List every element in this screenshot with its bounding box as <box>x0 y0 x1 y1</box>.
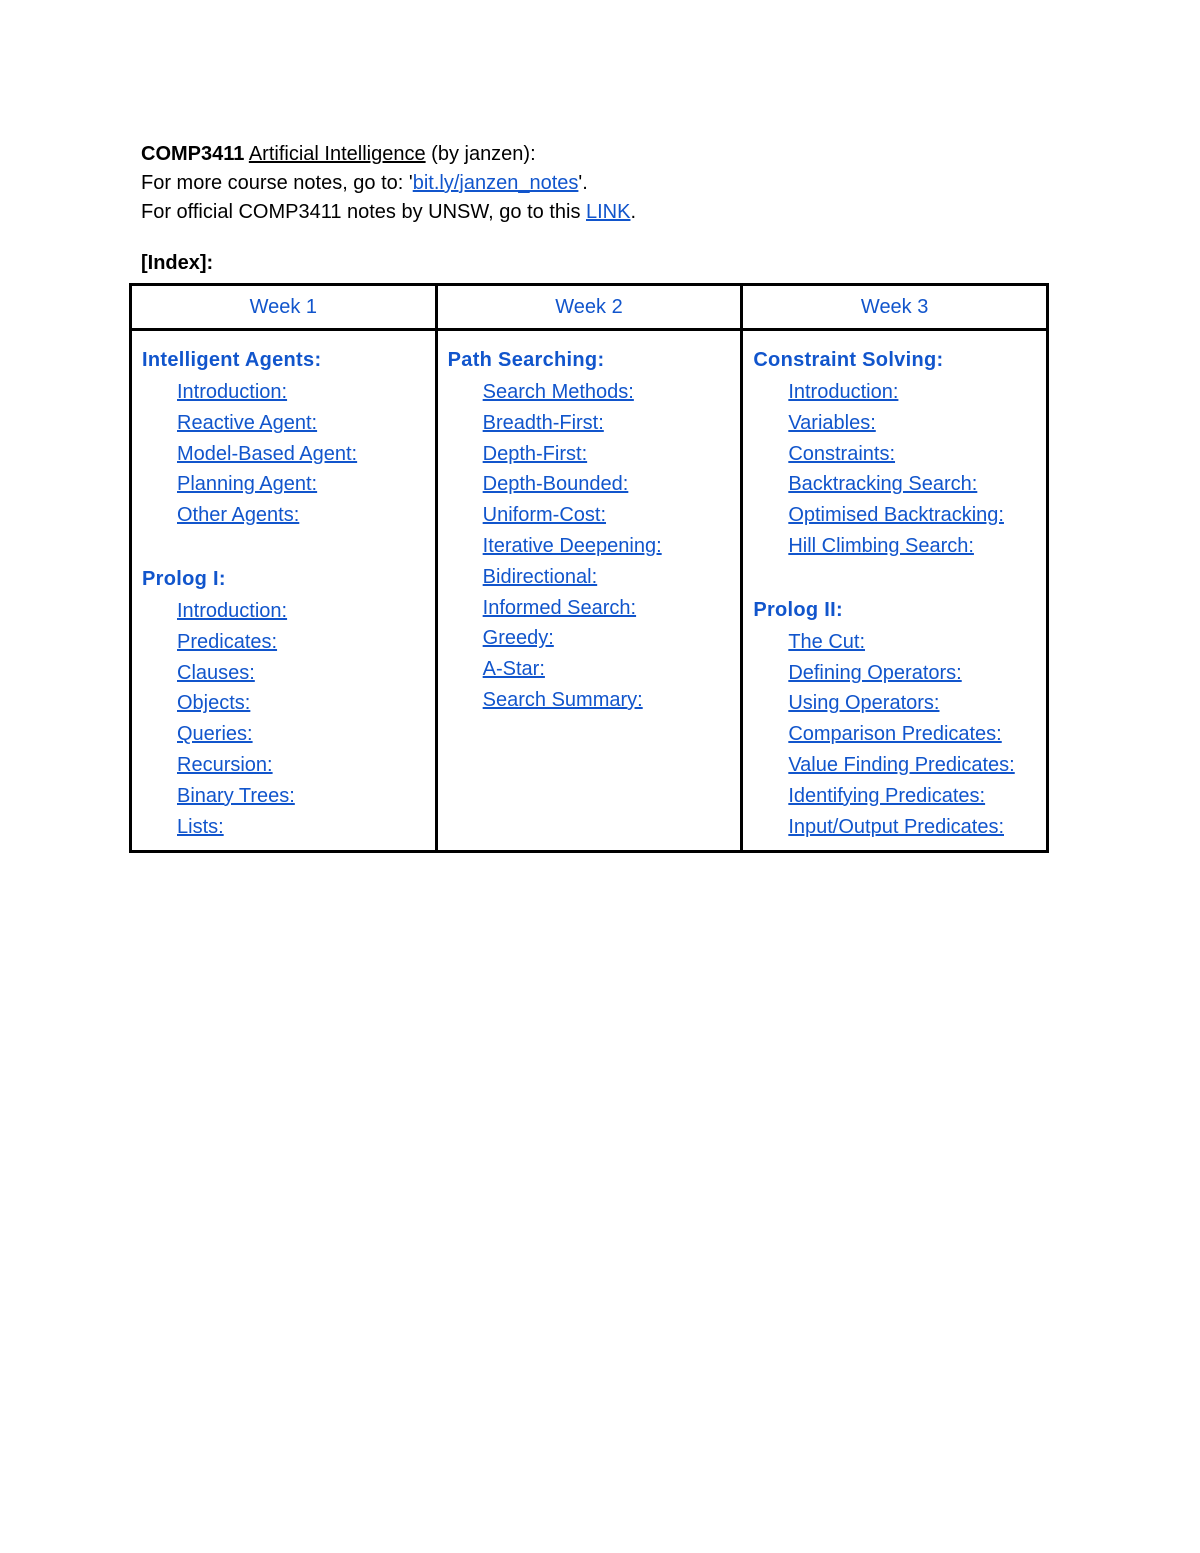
topic-list-item <box>177 596 435 627</box>
section-title: Path Searching: <box>447 349 605 371</box>
topic-link-a-star[interactable]: A-Star: <box>482 658 545 681</box>
course-code: COMP3411 <box>141 143 245 165</box>
topic-list-item <box>177 408 435 439</box>
course-name: Artificial Intelligence <box>248 143 426 165</box>
topic-link-objects[interactable]: Objects: <box>177 692 251 715</box>
topic-list-item <box>483 623 741 654</box>
topic-list-item <box>177 688 435 719</box>
topic-list <box>448 377 741 716</box>
topic-link-introduction[interactable]: Introduction: <box>177 599 288 622</box>
official-link[interactable]: LINK <box>586 201 631 223</box>
topic-link-depth-first[interactable]: Depth-First: <box>482 442 588 465</box>
topic-list <box>142 377 435 531</box>
topic-list-item <box>177 658 435 689</box>
section-title: Prolog I: <box>142 567 226 590</box>
topic-list-item <box>483 469 741 500</box>
topic-list-item <box>177 719 435 750</box>
topic-list-item <box>177 812 435 843</box>
topic-list-item <box>788 500 1046 531</box>
topic-link-introduction[interactable]: Introduction: <box>177 381 288 403</box>
topic-link-iterative-deepening[interactable]: Iterative Deepening: <box>482 534 662 557</box>
topic-list-item <box>788 469 1046 500</box>
week-2-title[interactable]: Week 2 <box>555 295 623 318</box>
topic-list-item <box>788 688 1046 719</box>
official-prefix: For official COMP3411 notes by UNSW, go to this <box>141 201 586 223</box>
topic-link-backtracking-search[interactable]: Backtracking Search: <box>788 473 978 496</box>
topic-list <box>142 596 435 842</box>
topic-list-item <box>177 781 435 812</box>
topic-list-item <box>177 469 435 500</box>
section-constraint-solving <box>753 345 1046 562</box>
topic-link-recursion[interactable]: Recursion: <box>177 753 273 776</box>
section-title: Prolog II: <box>753 598 843 621</box>
official-line <box>141 198 636 227</box>
topic-link-optimised-backtracking[interactable]: Optimised Backtracking: <box>788 504 1004 527</box>
topic-link-other-agents[interactable]: Other Agents: <box>177 504 300 527</box>
topic-list-item <box>483 562 741 593</box>
week-2-cell <box>436 330 742 852</box>
topic-link-greedy[interactable]: Greedy: <box>482 627 554 650</box>
topic-list-item <box>483 408 741 439</box>
week-1-title[interactable]: Week 1 <box>249 295 318 318</box>
topic-link-value-finding-predicates[interactable]: Value Finding Predicates: <box>788 753 1015 776</box>
topic-list-item <box>483 377 741 408</box>
topic-link-constraints[interactable]: Constraints: <box>788 442 896 465</box>
week-content-row <box>131 330 1048 852</box>
notes-line <box>141 169 636 198</box>
topic-link-lists[interactable]: Lists: <box>177 815 224 838</box>
topic-list-item <box>483 685 741 716</box>
notes-link[interactable]: bit.ly/janzen_notes <box>412 172 579 194</box>
week-header-row <box>131 285 1048 330</box>
week-1-content <box>132 331 435 850</box>
document-header <box>141 140 636 278</box>
topic-link-variables[interactable]: Variables: <box>788 411 876 434</box>
section-prolog-i <box>142 564 435 842</box>
topic-link-hill-climbing-search[interactable]: Hill Climbing Search: <box>788 534 974 557</box>
topic-list-item <box>177 627 435 658</box>
topic-link-reactive-agent[interactable]: Reactive Agent: <box>177 411 318 434</box>
topic-list-item <box>788 750 1046 781</box>
topic-link-input-output-predicates[interactable]: Input/Output Predicates: <box>788 815 1004 838</box>
topic-link-queries[interactable]: Queries: <box>177 723 253 746</box>
topic-list-item <box>788 627 1046 658</box>
topic-list-item <box>483 439 741 470</box>
title-line <box>141 140 636 169</box>
section-path-searching <box>448 345 741 716</box>
week-header-3[interactable] <box>742 285 1048 330</box>
topic-list-item <box>177 377 435 408</box>
topic-link-search-methods[interactable]: Search Methods: <box>482 381 634 403</box>
topic-link-informed-search[interactable]: Informed Search: <box>482 596 637 619</box>
week-3-content <box>743 331 1046 850</box>
notes-suffix: '. <box>578 172 588 194</box>
topic-link-defining-operators[interactable]: Defining Operators: <box>788 661 962 684</box>
section-title: Intelligent Agents: <box>142 349 322 371</box>
topic-list-item <box>788 531 1046 562</box>
week-2-content <box>438 331 741 724</box>
topic-list-item <box>788 408 1046 439</box>
week-3-title[interactable]: Week 3 <box>860 295 929 318</box>
topic-link-search-summary[interactable]: Search Summary: <box>482 688 643 711</box>
topic-link-model-based-agent[interactable]: Model-Based Agent: <box>177 442 358 465</box>
topic-list <box>753 627 1046 843</box>
topic-list-item <box>483 593 741 624</box>
topic-list-item <box>788 719 1046 750</box>
topic-list-item <box>177 500 435 531</box>
topic-link-bidirectional[interactable]: Bidirectional: <box>482 565 598 588</box>
week-1-cell <box>131 330 437 852</box>
topic-list-item <box>788 439 1046 470</box>
section-prolog-ii <box>753 595 1046 843</box>
topic-list <box>753 377 1046 562</box>
topic-link-the-cut[interactable]: The Cut: <box>788 630 866 653</box>
topic-list-item <box>483 500 741 531</box>
topic-list-item <box>788 377 1046 408</box>
topic-list-item <box>788 812 1046 843</box>
topic-list-item <box>788 658 1046 689</box>
topic-link-depth-bounded[interactable]: Depth-Bounded: <box>482 473 629 496</box>
topic-list-item <box>483 531 741 562</box>
section-intelligent-agents <box>142 345 435 531</box>
week-3-cell <box>742 330 1048 852</box>
topic-link-introduction[interactable]: Introduction: <box>788 381 899 403</box>
topic-link-planning-agent[interactable]: Planning Agent: <box>177 473 318 496</box>
topic-link-clauses[interactable]: Clauses: <box>177 661 255 684</box>
week-header-2[interactable] <box>436 285 742 330</box>
topic-list-item <box>177 750 435 781</box>
author-suffix: (by janzen): <box>431 143 536 165</box>
topic-link-binary-trees[interactable]: Binary Trees: <box>177 784 295 807</box>
topic-link-breadth-first[interactable]: Breadth-First: <box>482 411 604 434</box>
topic-list-item <box>177 439 435 470</box>
index-table <box>129 283 1049 853</box>
notes-prefix: For more course notes, go to: ' <box>141 172 413 194</box>
topic-list-item <box>788 781 1046 812</box>
topic-link-uniform-cost[interactable]: Uniform-Cost: <box>482 504 607 527</box>
topic-link-predicates[interactable]: Predicates: <box>177 630 278 653</box>
section-title: Constraint Solving: <box>753 349 944 371</box>
topic-link-identifying-predicates[interactable]: Identifying Predicates: <box>788 784 986 807</box>
topic-link-using-operators[interactable]: Using Operators: <box>788 692 940 715</box>
topic-list-item <box>483 654 741 685</box>
index-label: [Index]: <box>141 252 214 274</box>
week-header-1[interactable] <box>131 285 437 330</box>
topic-link-comparison-predicates[interactable]: Comparison Predicates: <box>788 723 1002 746</box>
official-suffix: . <box>630 201 637 223</box>
